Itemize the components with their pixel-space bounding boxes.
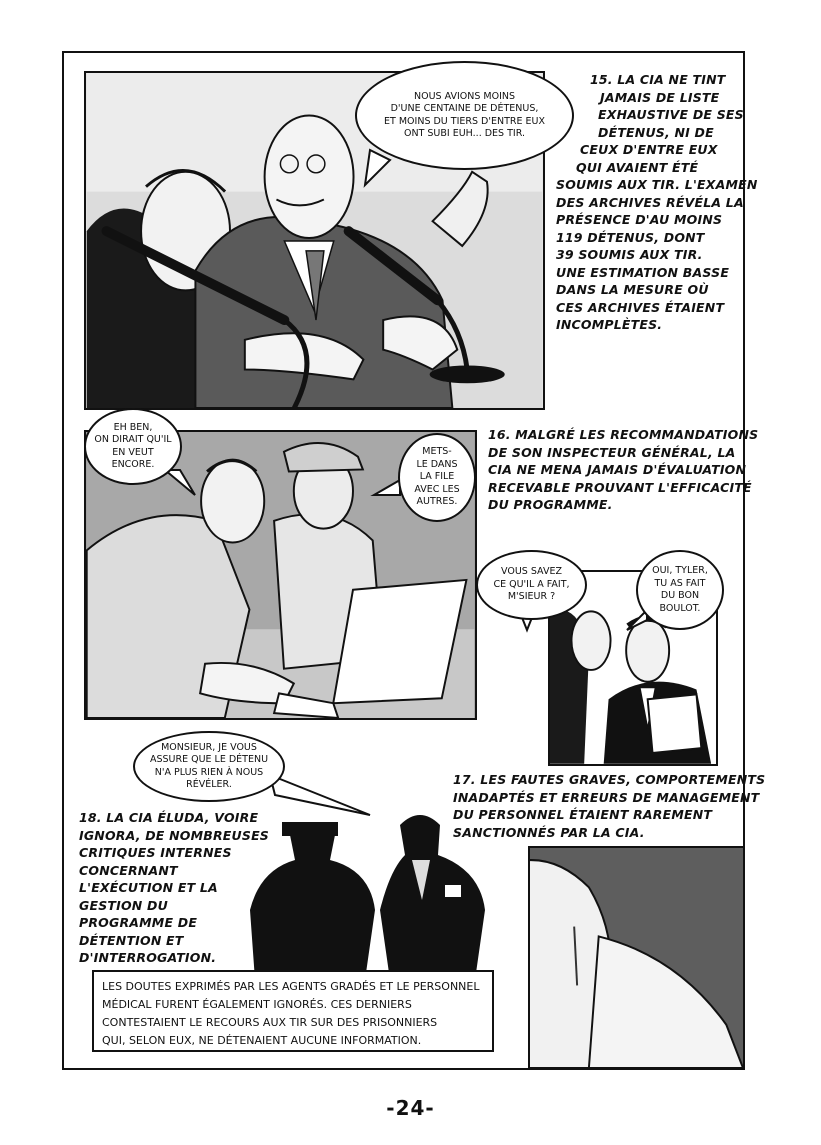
speech-bubble-officer: OUI, TYLER, TU AS FAIT DU BON BOULOT.	[636, 550, 724, 630]
speech-bubble-soldier-left: EH BEN, ON DIRAIT QU'IL EN VEUT ENCORE.	[84, 408, 182, 485]
speech-bubble-tyler: VOUS SAVEZ CE QU'IL A FAIT, M'SIEUR ?	[476, 550, 587, 620]
caption-16: 16. MALGRÉ LES RECOMMANDATIONS DE SON INSPECTEUR GÉNÉRAL, LA CIA NE MENA JAMAIS D'ÉVALUATION RECEVABLE PROUVANT L'EFFICACITÉ DU PROGRAMME.	[488, 427, 759, 512]
note-box: LES DOUTES EXPRIMÉS PAR LES AGENTS GRADÉS ET LE PERSONNEL MÉDICAL FURENT ÉGALEMENT IGNORÉS. CES DERNIERS CONTESTAIENT LE RECOURS AUX TIR SUR DES PRISONNIERS QUI, SELON EUX, NE DÉTENAIENT AUCUNE INFORMATION.	[92, 970, 494, 1052]
speech-tail	[270, 770, 380, 820]
caption-17: 17. LES FAUTES GRAVES, COMPORTEMENTS INADAPTÉS ET ERREURS DE MANAGEMENT DU PERSONNEL ÉTAIENT RAREMENT SANCTIONNÉS PAR LA CIA.	[453, 772, 766, 840]
speech-tail	[160, 470, 200, 510]
panel-prisoner	[528, 846, 745, 1070]
speech-bubble-silhouette: MONSIEUR, JE VOUS ASSURE QUE LE DÉTENU N'A PLUS RIEN À NOUS RÉVÉLER.	[133, 731, 285, 802]
speech-bubble-hearing: NOUS AVIONS MOINS D'UNE CENTAINE DE DÉTENUS, ET MOINS DU TIERS D'ENTRE EUX ONT SUBI EUH... DES TIR.	[355, 61, 574, 170]
caption-15: 15. LA CIA NE TINT JAMAIS DE LISTE EXHAUSTIVE DE SES DÉTENUS, NI DE CEUX D'ENTRE EUX QUI AVAIENT ÉTÉ SOUMIS AUX TIR. L'EXAMEN DES ARCHIVES RÉVÉLA LA PRÉSENCE D'AU MOINS 119 DÉTENUS, DONT 39 SOUMIS AUX TIR. UNE ESTIMATION BASSE DANS LA MESURE OÙ CES ARCHIVES ÉTAIENT INCOMPLÈTES.	[556, 72, 758, 332]
page-number: -24-	[386, 1096, 435, 1120]
speech-bubble-soldier-right: METS- LE DANS LA FILE AVEC LES AUTRES.	[398, 433, 476, 522]
prisoner-illustration	[530, 848, 743, 1068]
caption-18: 18. LA CIA ÉLUDA, VOIRE IGNORA, DE NOMBREUSES CRITIQUES INTERNES CONCERNANT L'EXÉCUTION ET LA GESTION DU PROGRAMME DE DÉTENTION ET D'INTERROGATION.	[79, 810, 270, 965]
